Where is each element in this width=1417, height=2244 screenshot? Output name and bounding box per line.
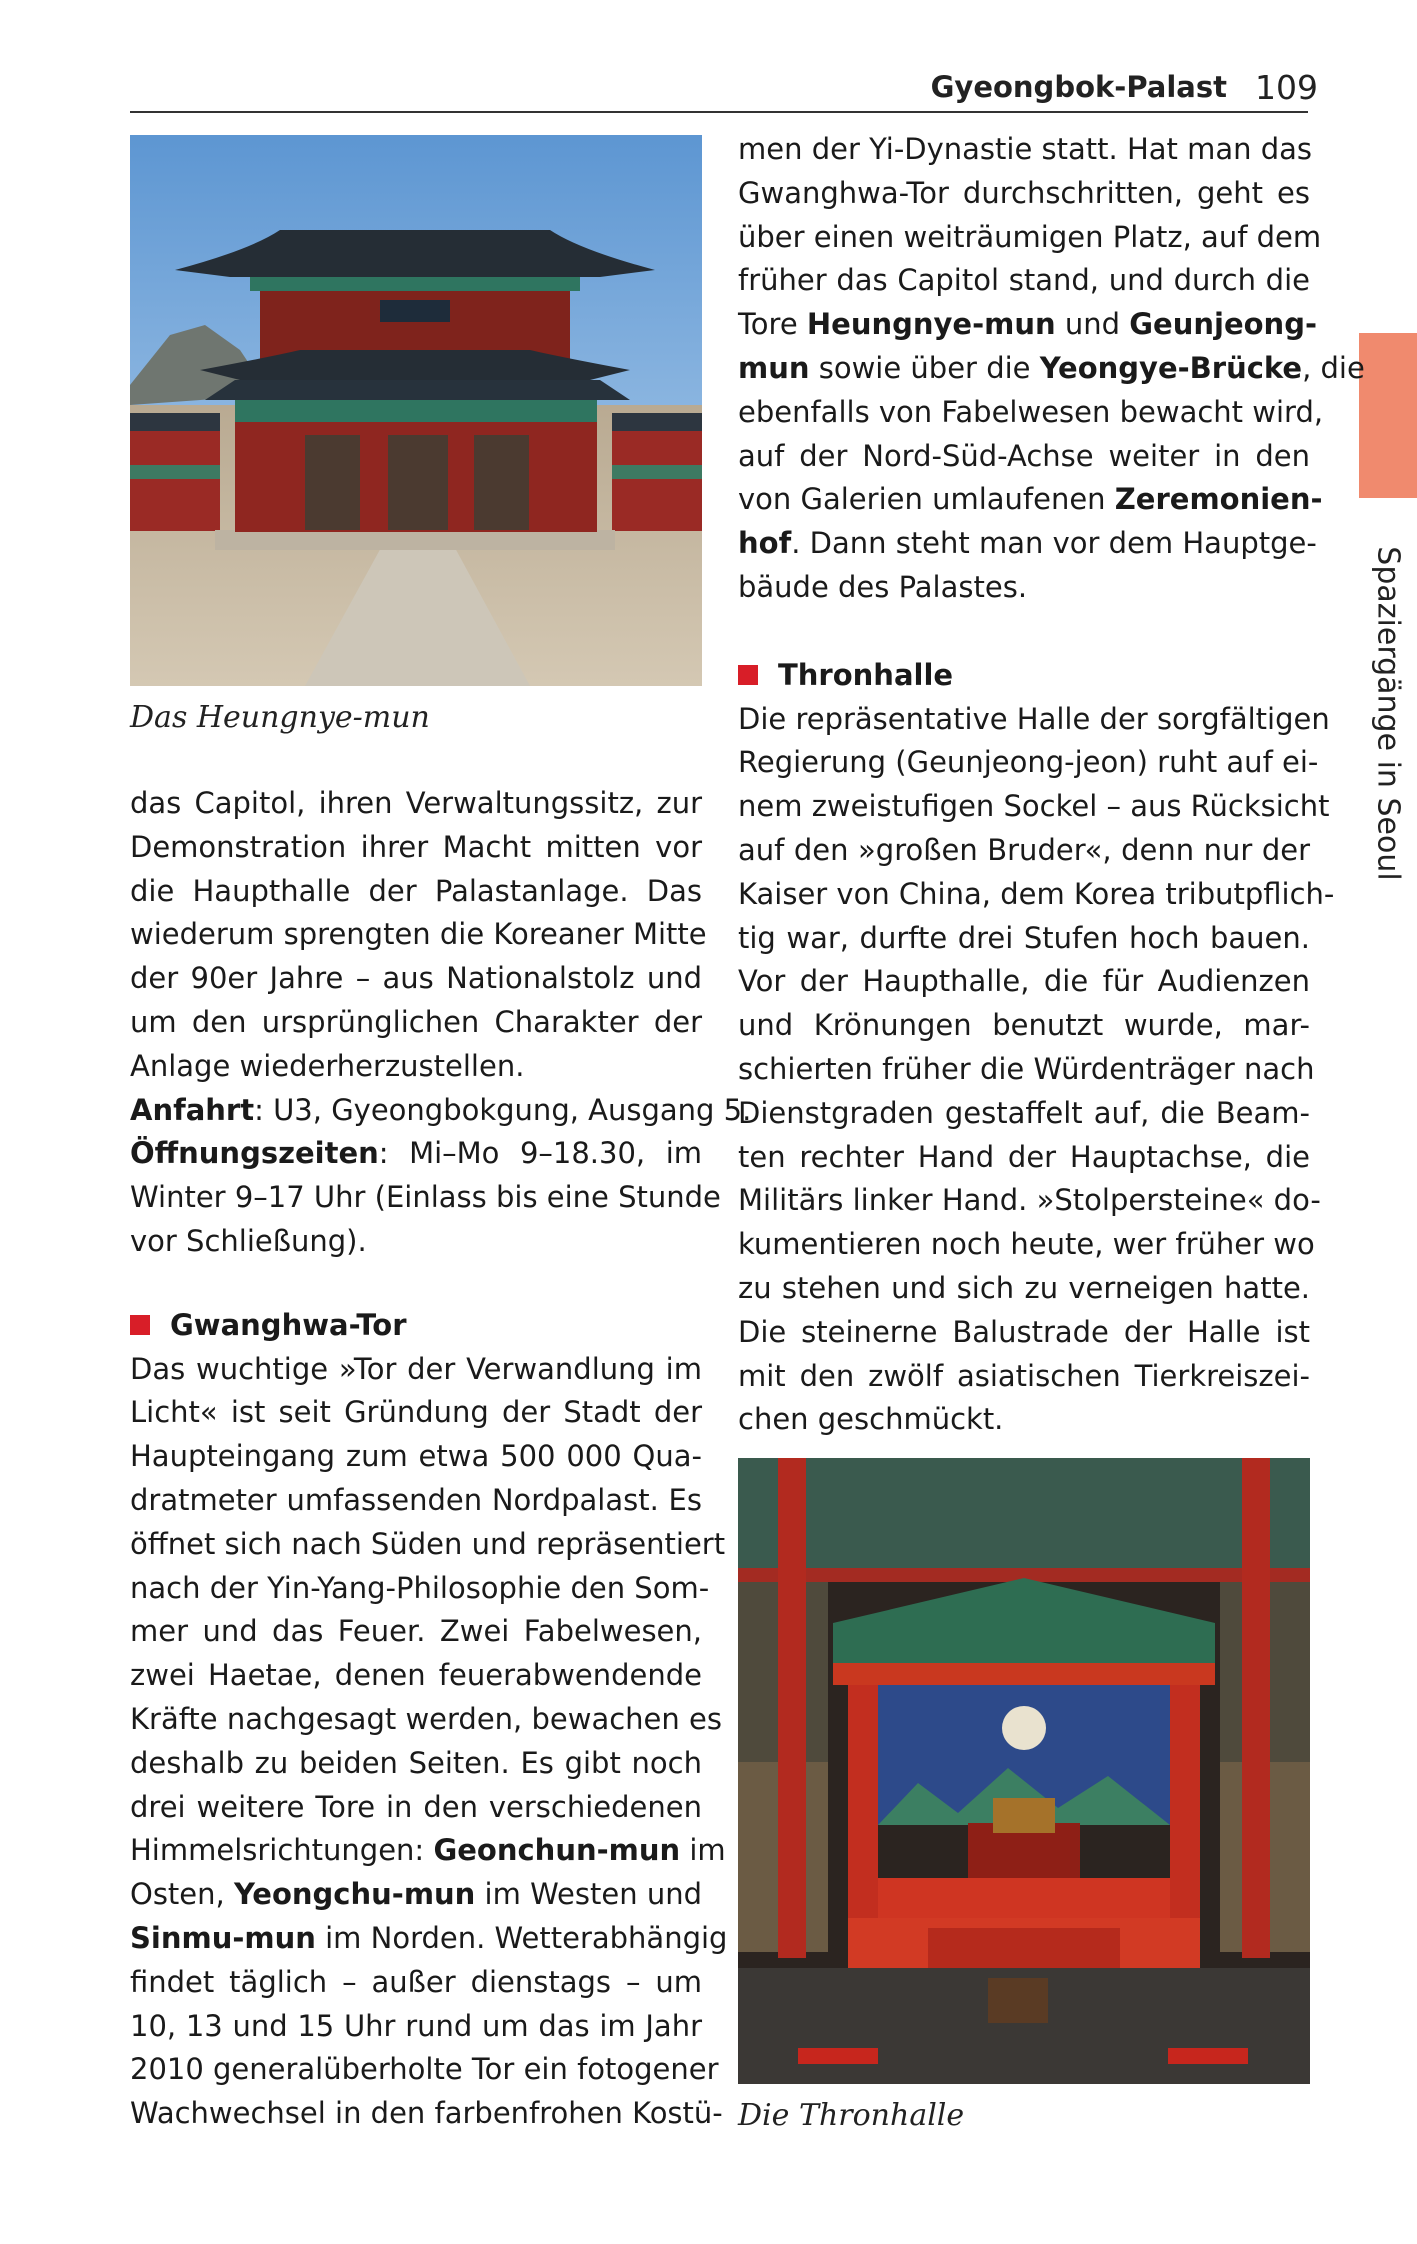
text-line [738, 522, 1317, 566]
text-line [738, 347, 1365, 391]
text-line: nem zweistufigen Sockel – aus Rücksicht [738, 789, 1330, 824]
text-line: Winter 9–17 Uhr (Einlass bis eine Stunde [130, 1180, 721, 1215]
text-line: Regierung (Geunjeong-jeon) ruht auf ei- [738, 745, 1319, 780]
text-line: der 90er Jahre – aus Nationalstolz und [130, 961, 702, 996]
text-line: wiederum sprengten die Koreaner Mitte [130, 917, 707, 952]
header-rule [130, 111, 1308, 113]
right-column [738, 128, 1365, 1442]
text-line: Die steinerne Balustrade der Halle ist [738, 1314, 1310, 1349]
running-header-title: Gyeongbok-Palast [930, 70, 1227, 104]
courtyard-name: hof [738, 526, 792, 561]
text-line: Dienstgraden gestaffelt auf, die Beam- [738, 1095, 1310, 1130]
text-line: drei weitere Tore in den verschiedenen [130, 1789, 702, 1824]
text-line: öffnet sich nach Süden und repräsentiert [130, 1526, 726, 1561]
info-oeffnungszeiten [130, 1132, 702, 1176]
text-line: Wachwechsel in den farbenfrohen Kostü- [130, 2096, 723, 2131]
text-line: Das wuchtige »Tor der Verwandlung im [130, 1351, 702, 1386]
text-line: um den ursprünglichen Charakter der [130, 1004, 702, 1039]
text-run: sowie über die [809, 350, 1040, 385]
text-line: men der Yi-Dynastie statt. Hat man das [738, 132, 1313, 166]
text-line: Anlage wiederherzustellen. [130, 1048, 525, 1083]
text-line: Die repräsentative Halle der sorgfältigen [738, 701, 1330, 736]
chapter-thumb-tab [1359, 333, 1417, 498]
text-run: im [680, 1833, 726, 1868]
anfahrt-text: : U3, Gyeongbokgung, Ausgang 5. [254, 1092, 752, 1127]
text-line: Gwanghwa-Tor durchschritten, geht es [738, 175, 1310, 210]
text-line: Militärs linker Hand. »Stolpersteine« do- [738, 1183, 1321, 1218]
text-line: deshalb zu beiden Seiten. Es gibt noch [130, 1745, 702, 1780]
left-column [130, 782, 752, 2136]
text-line: ten rechter Hand der Hauptachse, die [738, 1139, 1310, 1174]
text-line: chen geschmückt. [738, 1402, 1004, 1437]
text-run: im Norden. Wetterabhängig [315, 1920, 728, 1955]
gate-caption: Das Heungnye-mun [130, 700, 430, 735]
text-line: Haupteingang zum etwa 500 000 Qua- [130, 1439, 702, 1474]
text-line: über einen weiträumigen Platz, auf dem [738, 219, 1322, 254]
text-line: schierten früher die Würdenträger nach [738, 1051, 1315, 1086]
text-line: Licht« ist seit Gründung der Stadt der [130, 1395, 702, 1430]
gate-name: Geonchun-mun [433, 1833, 681, 1868]
throne-photo [738, 1458, 1310, 2084]
oeffnungszeiten-text: : Mi–Mo 9–18.30, im [378, 1136, 702, 1171]
text-run: , die [1302, 350, 1365, 385]
text-line: ebenfalls von Fabelwesen bewacht wird, [738, 394, 1324, 429]
text-line: 10, 13 und 15 Uhr rund um das im Jahr [130, 2008, 702, 2043]
text-line [738, 478, 1323, 522]
text-run: von Galerien umlaufenen [738, 482, 1115, 517]
chapter-side-label [1352, 545, 1417, 881]
text-line: mit den zwölf asiatischen Tierkreiszei- [738, 1358, 1310, 1393]
throne-caption: Die Thronhalle [738, 2098, 965, 2133]
info-anfahrt [130, 1089, 752, 1133]
text-line [738, 303, 1317, 347]
throne-illustration [738, 1458, 1310, 2084]
section-heading-gwanghwa [130, 1304, 702, 1348]
text-line: Demonstration ihrer Macht mitten vor [130, 829, 702, 864]
text-run: Osten, [130, 1877, 234, 1912]
gate-illustration [130, 135, 702, 686]
text-line [130, 1829, 726, 1873]
heading-text: Thronhalle [778, 657, 954, 692]
text-line: Kräfte nachgesagt werden, bewachen es [130, 1701, 722, 1736]
text-line: dratmeter umfassenden Nordpalast. Es [130, 1482, 702, 1517]
text-line: das Capitol, ihren Verwaltungssitz, zur [130, 786, 702, 820]
text-line: die Haupthalle der Palastanlage. Das [130, 873, 702, 908]
text-run: . Dann steht man vor dem Hauptge- [791, 526, 1317, 561]
text-line: kumentieren noch heute, wer früher wo [738, 1227, 1315, 1262]
gate-name: mun [738, 350, 810, 385]
text-line: Kaiser von China, dem Korea tributpflich- [738, 876, 1335, 911]
gate-photo [130, 135, 702, 686]
text-line: 2010 generalüberholte Tor ein fotogener [130, 2052, 719, 2087]
text-line: früher das Capitol stand, und durch die [738, 263, 1310, 298]
gate-name: Yeongchu-mun [233, 1877, 476, 1912]
anfahrt-label: Anfahrt [130, 1092, 255, 1127]
text-run: Himmelsrichtungen: [130, 1833, 434, 1868]
text-run: Tore [738, 307, 807, 342]
heading-text: Gwanghwa-Tor [170, 1307, 407, 1342]
text-line: Vor der Haupthalle, die für Audienzen [738, 964, 1310, 999]
gate-name: Heungnye-mun [806, 307, 1056, 342]
text-line: findet täglich – außer dienstags – um [130, 1964, 702, 1999]
text-line [130, 1917, 728, 1961]
text-line: zwei Haetae, denen feuerabwendende [130, 1658, 702, 1693]
text-line: vor Schließung). [130, 1223, 367, 1258]
text-line: auf der Nord-Süd-Achse weiter in den [738, 438, 1310, 473]
page-number: 109 [1255, 68, 1318, 107]
text-run: im Westen und [475, 1877, 702, 1912]
text-line: auf den »großen Bruder«, denn nur der [738, 832, 1310, 867]
gate-name: Geunjeong- [1129, 307, 1317, 342]
section-heading-thronhalle [738, 654, 1310, 698]
text-line: zu stehen und sich zu verneigen hatte. [738, 1270, 1310, 1305]
gate-name: Sinmu-mun [130, 1920, 316, 1955]
text-line: bäude des Palastes. [738, 569, 1028, 604]
bridge-name: Yeongye-Brücke [1039, 350, 1303, 385]
text-run: und [1055, 307, 1130, 342]
section-bullet-icon [738, 665, 758, 685]
courtyard-name: Zeremonien- [1114, 482, 1323, 517]
text-line: nach der Yin-Yang-Philosophie den Som- [130, 1570, 710, 1605]
section-bullet-icon [130, 1315, 150, 1335]
text-line: mer und das Feuer. Zwei Fabelwesen, [130, 1614, 702, 1649]
oeffnungszeiten-label: Öffnungszeiten [130, 1136, 379, 1171]
text-line: und Krönungen benutzt wurde, mar- [738, 1008, 1310, 1043]
text-line [130, 1873, 702, 1917]
chapter-side-label-text: Spaziergänge in Seoul [1370, 545, 1406, 881]
text-line: tig war, durfte drei Stufen hoch bauen. [738, 920, 1310, 955]
